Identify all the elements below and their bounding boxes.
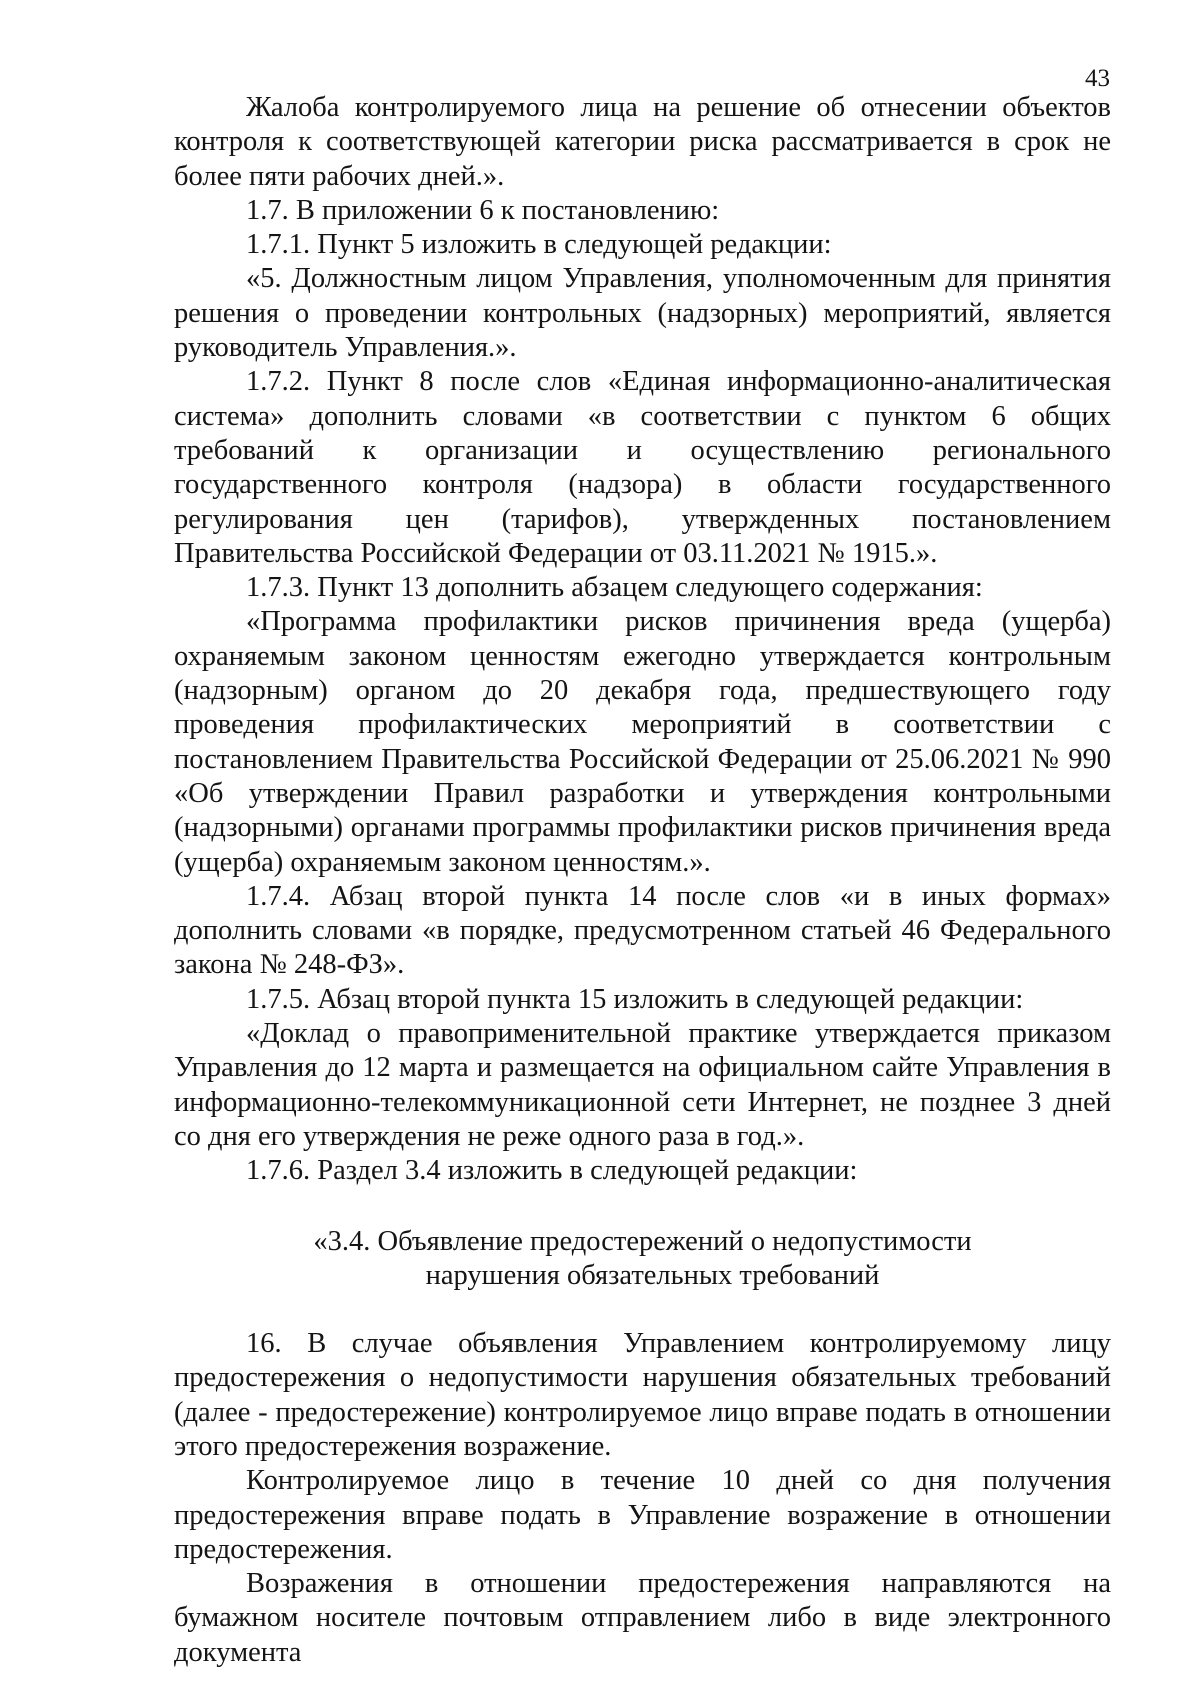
paragraph-1-7-6: 1.7.6. Раздел 3.4 изложить в следующей редакции: — [246, 1155, 858, 1187]
section-heading-line-2: нарушения обязательных требований — [425, 1259, 880, 1291]
paragraph-complaint-term: Жалоба контролируемого лица на решение об отнесении объектов контроля к соответствующей категории риска рассматривается в срок не более пяти рабочих дней.». — [174, 92, 1111, 192]
paragraph-report-text: «Доклад о правоприменительной практике утверждается приказом Управления до 12 марта и размещается на официальном сайте Управления в информационно-телекоммуникационной сети Интернет, не позднее 3 дней со дня его утверждения не реже одного раза в год.». — [174, 1018, 1111, 1152]
paragraph-program-text: «Программа профилактики рисков причинения вреда (ущерба) охраняемым законом ценностям ежегодно утверждается контрольным (надзорным) органом до 20 декабря года, предшествующего году проведения профилактических мероприятий в соответствии с постановлением Правительства Российской Федерации от 25.06.2021 № 990 «Об утверждении Правил разработки и утверждения контрольными (надзорными) органами программы профилактики рисков причинения вреда (ущерба) охраняемым законом ценностям.». — [174, 606, 1111, 878]
paragraph-1-7: 1.7. В приложении 6 к постановлению: — [246, 194, 720, 226]
paragraph-1-7-4: 1.7.4. Абзац второй пункта 14 после слов «и в иных формах» дополнить словами «в порядке, предусмотренном статьей 46 Федерального закона № 248-ФЗ». — [174, 880, 1111, 981]
section-heading-3-4 — [174, 1225, 1111, 1294]
paragraph-objection-delivery: Возражения в отношении предостережения направляются на бумажном носителе почтовым отправлением либо в виде электронного документа — [174, 1568, 1111, 1668]
paragraph-point-16: 16. В случае объявления Управлением контролируемому лицу предостережения о недопустимости нарушения обязательных требований (далее - предостережение) контролируемое лицо вправе подать в отношении этого предостережения возражение. — [174, 1328, 1111, 1462]
paragraph-point-5-text: «5. Должностным лицом Управления, уполномоченным для принятия решения о проведении контрольных (надзорных) мероприятий, является руководитель Управления.». — [174, 263, 1111, 364]
paragraph-1-7-3: 1.7.3. Пункт 13 дополнить абзацем следующего содержания: — [246, 572, 983, 604]
paragraph-objection-term: Контролируемое лицо в течение 10 дней со дня получения предостережения вправе подать в Управление возражение в отношении предостережения. — [174, 1465, 1111, 1565]
paragraph-1-7-1: 1.7.1. Пункт 5 изложить в следующей редакции: — [246, 229, 832, 261]
paragraph-1-7-5: 1.7.5. Абзац второй пункта 15 изложить в следующей редакции: — [246, 983, 1024, 1015]
document-body — [174, 91, 1111, 1670]
page-number: 43 — [1085, 65, 1110, 92]
section-heading-line-1: «3.4. Объявление предостережений о недопустимости — [313, 1225, 972, 1257]
paragraph-1-7-2: 1.7.2. Пункт 8 после слов «Единая информационно-аналитическая система» дополнить словами «в соответствии с пунктом 6 общих требований к организации и осуществлению регионального государственного контроля (надзора) в области государственного регулирования цен (тарифов), утвержденных постановлением Правительства Российской Федерации от 03.11.2021 № 1915.». — [174, 366, 1111, 569]
